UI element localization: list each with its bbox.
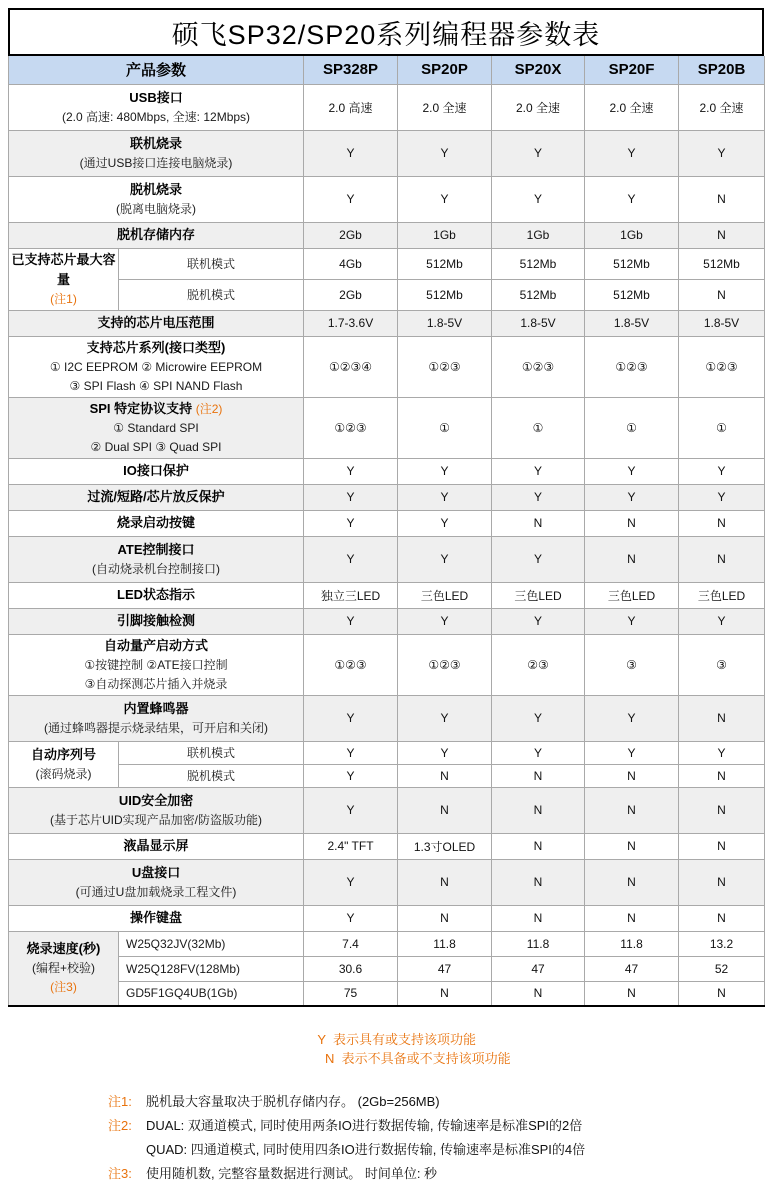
value-cell: N (585, 764, 679, 787)
value-cell: 512Mb (398, 279, 492, 310)
value-cell: 512Mb (492, 248, 585, 279)
header-model-sp20p: SP20P (398, 56, 492, 84)
table-row (9, 956, 765, 981)
value-cell: ①②③ (492, 336, 585, 397)
sub-param-label: W25Q128FV(128Mb) (119, 956, 304, 981)
value-cell: Y (492, 484, 585, 510)
table-row (9, 905, 765, 931)
sub-param-label: 联机模式 (119, 741, 304, 764)
value-cell: 52 (679, 956, 765, 981)
value-cell: N (398, 859, 492, 905)
note-label: 注2: (108, 1118, 132, 1133)
sub-param-label: 脱机模式 (119, 279, 304, 310)
value-cell: Y (398, 695, 492, 741)
param-label: ATE控制接口 (自动烧录机台控制接口) (9, 536, 304, 582)
header-model-sp20x: SP20X (492, 56, 585, 84)
page-title: 硕飞SP32/SP20系列编程器参数表 (8, 8, 764, 56)
table-row (9, 582, 765, 608)
value-cell: Y (585, 695, 679, 741)
value-cell: 2Gb (304, 279, 398, 310)
value-cell: N (679, 279, 765, 310)
value-cell: Y (398, 458, 492, 484)
value-cell: 11.8 (398, 931, 492, 956)
value-cell: 512Mb (398, 248, 492, 279)
value-cell: Y (398, 510, 492, 536)
value-cell: N (398, 764, 492, 787)
value-cell: Y (398, 608, 492, 634)
value-cell: Y (304, 510, 398, 536)
table-row (9, 634, 765, 695)
value-cell: 1Gb (585, 222, 679, 248)
table-row (9, 458, 765, 484)
value-cell: Y (585, 608, 679, 634)
table-row (9, 279, 765, 310)
value-cell: Y (398, 484, 492, 510)
param-label: 引脚接触检测 (9, 608, 304, 634)
page (8, 8, 764, 1186)
notes (8, 1090, 764, 1186)
value-cell: N (679, 859, 765, 905)
value-cell: 2Gb (304, 222, 398, 248)
value-cell: 1.8-5V (398, 310, 492, 336)
param-label: SPI 特定协议支持 (注2) ① Standard SPI ② Dual SPI ③ Quad SPI (9, 397, 304, 458)
note-label: 注1: (108, 1094, 132, 1109)
value-cell: Y (679, 741, 765, 764)
legend (8, 1014, 764, 1082)
value-cell: 2.0 全速 (585, 84, 679, 130)
table-row (9, 764, 765, 787)
value-cell: Y (304, 787, 398, 833)
param-label: U盘接口 (可通过U盘加载烧录工程文件) (9, 859, 304, 905)
table-row (9, 248, 765, 279)
value-cell: 三色LED (492, 582, 585, 608)
table-row (9, 84, 765, 130)
param-label: 联机烧录 (通过USB接口连接电脑烧录) (9, 130, 304, 176)
header-model-sp20f: SP20F (585, 56, 679, 84)
table-row (9, 484, 765, 510)
param-label: 操作键盘 (9, 905, 304, 931)
value-cell: N (492, 510, 585, 536)
value-cell: 2.0 全速 (398, 84, 492, 130)
param-label: 烧录速度(秒) (编程+校验) (注3) (9, 931, 119, 1006)
value-cell: N (585, 536, 679, 582)
note-row (108, 1114, 764, 1162)
param-label: 自动序列号 (滚码烧录) (9, 741, 119, 787)
value-cell: N (679, 176, 765, 222)
value-cell: ①②③④ (304, 336, 398, 397)
value-cell: N (679, 905, 765, 931)
value-cell: Y (585, 741, 679, 764)
value-cell: Y (679, 130, 765, 176)
param-label: 过流/短路/芯片放反保护 (9, 484, 304, 510)
value-cell: 2.0 全速 (679, 84, 765, 130)
note-text: 使用随机数, 完整容量数据进行测试。 时间单位: 秒 (146, 1166, 438, 1181)
legend-n: N 表示不具备或不支持该项功能 (325, 1051, 511, 1066)
param-label: 已支持芯片最大容量 (注1) (9, 248, 119, 310)
value-cell: N (398, 981, 492, 1006)
sub-param-label: 脱机模式 (119, 764, 304, 787)
value-cell: 独立三LED (304, 582, 398, 608)
table-row (9, 981, 765, 1006)
value-cell: Y (304, 905, 398, 931)
value-cell: N (492, 833, 585, 859)
value-cell: Y (492, 130, 585, 176)
value-cell: Y (398, 536, 492, 582)
value-cell: N (679, 536, 765, 582)
header-param-col: 产品参数 (9, 56, 304, 84)
sub-param-label: 联机模式 (119, 248, 304, 279)
value-cell: 1Gb (492, 222, 585, 248)
value-cell: Y (679, 608, 765, 634)
value-cell: 2.4" TFT (304, 833, 398, 859)
value-cell: Y (492, 176, 585, 222)
value-cell: N (585, 905, 679, 931)
value-cell: 512Mb (585, 279, 679, 310)
value-cell: ①②③ (679, 336, 765, 397)
value-cell: N (585, 859, 679, 905)
value-cell: 2.0 全速 (492, 84, 585, 130)
value-cell: Y (304, 458, 398, 484)
value-cell: N (585, 787, 679, 833)
value-cell: N (679, 981, 765, 1006)
value-cell: N (679, 833, 765, 859)
value-cell: Y (492, 741, 585, 764)
value-cell: ① (398, 397, 492, 458)
value-cell: N (492, 859, 585, 905)
value-cell: 1.8-5V (585, 310, 679, 336)
value-cell: Y (492, 536, 585, 582)
value-cell: 47 (492, 956, 585, 981)
value-cell: Y (585, 130, 679, 176)
value-cell: Y (585, 484, 679, 510)
param-label: 支持的芯片电压范围 (9, 310, 304, 336)
table-row (9, 310, 765, 336)
table-row (9, 931, 765, 956)
value-cell: 7.4 (304, 931, 398, 956)
param-label: 自动量产启动方式 ①按键控制 ②ATE接口控制 ③自动探测芯片插入并烧录 (9, 634, 304, 695)
value-cell: 47 (585, 956, 679, 981)
table-row (9, 608, 765, 634)
value-cell: 2.0 高速 (304, 84, 398, 130)
table-row (9, 336, 765, 397)
table-row (9, 510, 765, 536)
value-cell: N (679, 695, 765, 741)
value-cell: Y (304, 130, 398, 176)
param-label: 支持芯片系列(接口类型) ① I2C EEPROM ② Microwire EEPROM ③ SPI Flash ④ SPI NAND Flash (9, 336, 304, 397)
value-cell: N (492, 787, 585, 833)
value-cell: 1Gb (398, 222, 492, 248)
value-cell: 30.6 (304, 956, 398, 981)
value-cell: N (398, 905, 492, 931)
value-cell: ①②③ (304, 634, 398, 695)
value-cell: 三色LED (679, 582, 765, 608)
value-cell: 1.3寸OLED (398, 833, 492, 859)
param-label: 内置蜂鸣器 (通过蜂鸣器提示烧录结果，可开启和关闭) (9, 695, 304, 741)
value-cell: 75 (304, 981, 398, 1006)
value-cell: ①②③ (585, 336, 679, 397)
sub-param-label: W25Q32JV(32Mb) (119, 931, 304, 956)
value-cell: 13.2 (679, 931, 765, 956)
value-cell: Y (304, 741, 398, 764)
value-cell: 512Mb (492, 279, 585, 310)
value-cell: N (492, 905, 585, 931)
note-row (108, 1090, 764, 1114)
value-cell: Y (304, 536, 398, 582)
value-cell: N (585, 981, 679, 1006)
value-cell: Y (398, 130, 492, 176)
sub-param-label: GD5F1GQ4UB(1Gb) (119, 981, 304, 1006)
value-cell: ①②③ (398, 336, 492, 397)
value-cell: ①②③ (304, 397, 398, 458)
table-row (9, 536, 765, 582)
value-cell: 1.8-5V (679, 310, 765, 336)
parameter-table (8, 56, 765, 1007)
value-cell: ③ (679, 634, 765, 695)
table-row (9, 787, 765, 833)
header-row (9, 56, 765, 84)
header-model-sp20b: SP20B (679, 56, 765, 84)
value-cell: 512Mb (679, 248, 765, 279)
table-row (9, 859, 765, 905)
value-cell: Y (679, 458, 765, 484)
value-cell: N (585, 833, 679, 859)
value-cell: 三色LED (585, 582, 679, 608)
table-row (9, 176, 765, 222)
param-label: 脱机烧录 (脱离电脑烧录) (9, 176, 304, 222)
legend-y: Y 表示具有或支持该项功能 (317, 1032, 477, 1047)
value-cell: Y (398, 741, 492, 764)
param-label: LED状态指示 (9, 582, 304, 608)
value-cell: N (679, 510, 765, 536)
value-cell: 1.8-5V (492, 310, 585, 336)
value-cell: Y (492, 695, 585, 741)
value-cell: N (679, 222, 765, 248)
value-cell: 512Mb (585, 248, 679, 279)
table-row (9, 222, 765, 248)
value-cell: N (679, 787, 765, 833)
param-label: 烧录启动按键 (9, 510, 304, 536)
value-cell: N (398, 787, 492, 833)
value-cell: 1.7-3.6V (304, 310, 398, 336)
value-cell: N (492, 764, 585, 787)
value-cell: 三色LED (398, 582, 492, 608)
param-label: 液晶显示屏 (9, 833, 304, 859)
value-cell: N (492, 981, 585, 1006)
value-cell: Y (304, 859, 398, 905)
value-cell: ① (679, 397, 765, 458)
value-cell: Y (304, 695, 398, 741)
note-text: DUAL: 双通道模式, 同时使用两条IO进行数据传输, 传输速率是标准SPI的2倍 QUAD: 四通道模式, 同时使用四条IO进行数据传输, 传输速率是标准SPI的4倍 (146, 1118, 586, 1157)
value-cell: 4Gb (304, 248, 398, 279)
value-cell: Y (492, 458, 585, 484)
value-cell: N (679, 764, 765, 787)
value-cell: Y (304, 764, 398, 787)
value-cell: 11.8 (585, 931, 679, 956)
note-text: 脱机最大容量取决于脱机存储内存。 (2Gb=256MB) (146, 1094, 440, 1109)
table-row (9, 741, 765, 764)
value-cell: Y (492, 608, 585, 634)
value-cell: ①②③ (398, 634, 492, 695)
value-cell: Y (304, 484, 398, 510)
value-cell: ③ (585, 634, 679, 695)
param-label: USB接口 (2.0 高速: 480Mbps, 全速: 12Mbps) (9, 84, 304, 130)
note-row (108, 1162, 764, 1186)
table-row (9, 833, 765, 859)
table-row (9, 130, 765, 176)
param-label: IO接口保护 (9, 458, 304, 484)
value-cell: Y (585, 458, 679, 484)
value-cell: Y (398, 176, 492, 222)
value-cell: 11.8 (492, 931, 585, 956)
value-cell: 47 (398, 956, 492, 981)
note-label: 注3: (108, 1166, 132, 1181)
value-cell: Y (585, 176, 679, 222)
value-cell: ②③ (492, 634, 585, 695)
table-row (9, 397, 765, 458)
value-cell: ① (585, 397, 679, 458)
param-label: UID安全加密 (基于芯片UID实现产品加密/防盗版功能) (9, 787, 304, 833)
value-cell: N (585, 510, 679, 536)
footer (8, 1014, 764, 1186)
header-model-sp328p: SP328P (304, 56, 398, 84)
value-cell: Y (304, 176, 398, 222)
value-cell: ① (492, 397, 585, 458)
param-label: 脱机存储内存 (9, 222, 304, 248)
value-cell: Y (679, 484, 765, 510)
value-cell: Y (304, 608, 398, 634)
table-row (9, 695, 765, 741)
